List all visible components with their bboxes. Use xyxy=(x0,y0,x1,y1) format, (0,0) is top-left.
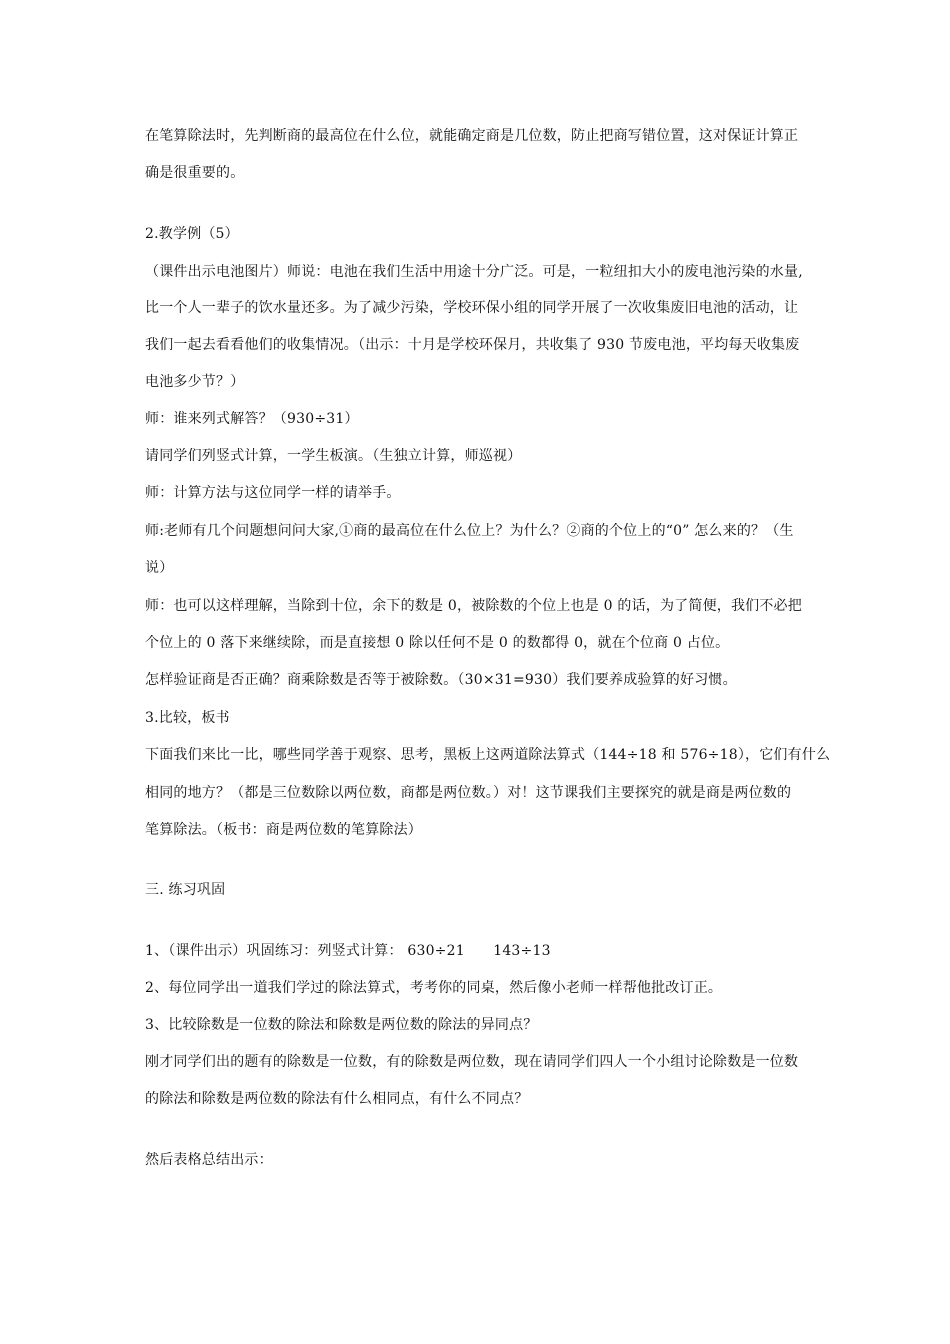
paragraph-line: 师：也可以这样理解，当除到十位，余下的数是 0，被除数的个位上也是 0 的话，为了简便，我们不必把 xyxy=(145,598,802,614)
paragraph-line: 1、（课件出示）巩固练习：列竖式计算： 630÷21 143÷13 xyxy=(145,943,551,959)
paragraph-line: 我们一起去看看他们的收集情况。（出示：十月是学校环保月，共收集了 930 节废电池，平均每天收集废 xyxy=(145,337,800,353)
section-heading: 三. 练习巩固 xyxy=(145,882,226,898)
paragraph-line: 相同的地方？（都是三位数除以两位数，商都是两位数。）对！这节课我们主要探究的就是商是两位数的 xyxy=(145,785,792,801)
paragraph-line: 师：计算方法与这位同学一样的请举手。 xyxy=(145,485,401,501)
paragraph-line: （课件出示电池图片）师说：电池在我们生活中用途十分广泛。可是，一粒纽扣大小的废电池污染的水量, xyxy=(145,264,803,280)
paragraph-line: 的除法和除数是两位数的除法有什么相同点，有什么不同点？ xyxy=(145,1091,529,1107)
paragraph-line: 个位上的 0 落下来继续除，而是直接想 0 除以任何不是 0 的数都得 0，就在个位商 0 占位。 xyxy=(145,635,730,651)
paragraph-line: 2、每位同学出一道我们学过的除法算式，考考你的同桌，然后像小老师一样帮他批改订正。 xyxy=(145,980,723,996)
paragraph-line: 请同学们列竖式计算，一学生板演。（生独立计算，师巡视） xyxy=(145,448,522,464)
paragraph-line: 确是很重要的。 xyxy=(145,165,245,181)
paragraph-line: 刚才同学们出的题有的除数是一位数，有的除数是两位数，现在请同学们四人一个小组讨论除数是一位数 xyxy=(145,1054,799,1070)
section-heading: 3.比较，板书 xyxy=(145,710,230,726)
paragraph-line: 师:老师有几个问题想问问大家,①商的最高位在什么位上？为什么？②商的个位上的“0” 怎么来的？（生 xyxy=(145,523,794,539)
section-heading: 2.教学例（5） xyxy=(145,226,239,242)
paragraph-line: 下面我们来比一比，哪些同学善于观察、思考，黑板上这两道除法算式（144÷18 和 576÷18），它们有什么 xyxy=(145,747,831,763)
paragraph-line: 笔算除法。（板书：商是两位数的笔算除法） xyxy=(145,822,422,838)
paragraph-line: 在笔算除法时，先判断商的最高位在什么位，就能确定商是几位数，防止把商写错位置，这对保证计算正 xyxy=(145,128,799,144)
paragraph-line: 然后表格总结出示： xyxy=(145,1152,273,1168)
paragraph-line: 师：谁来列式解答？（930÷31） xyxy=(145,411,359,427)
paragraph-line: 电池多少节？） xyxy=(145,374,245,390)
paragraph-line: 3、比较除数是一位数的除法和除数是两位数的除法的异同点？ xyxy=(145,1017,538,1033)
paragraph-line: 怎样验证商是否正确？商乘除数是否等于被除数。（30×31=930）我们要养成验算的好习惯。 xyxy=(145,672,737,688)
paragraph-line: 比一个人一辈子的饮水量还多。为了减少污染，学校环保小组的同学开展了一次收集废旧电池的活动，让 xyxy=(145,300,799,316)
paragraph-line: 说） xyxy=(145,560,174,576)
